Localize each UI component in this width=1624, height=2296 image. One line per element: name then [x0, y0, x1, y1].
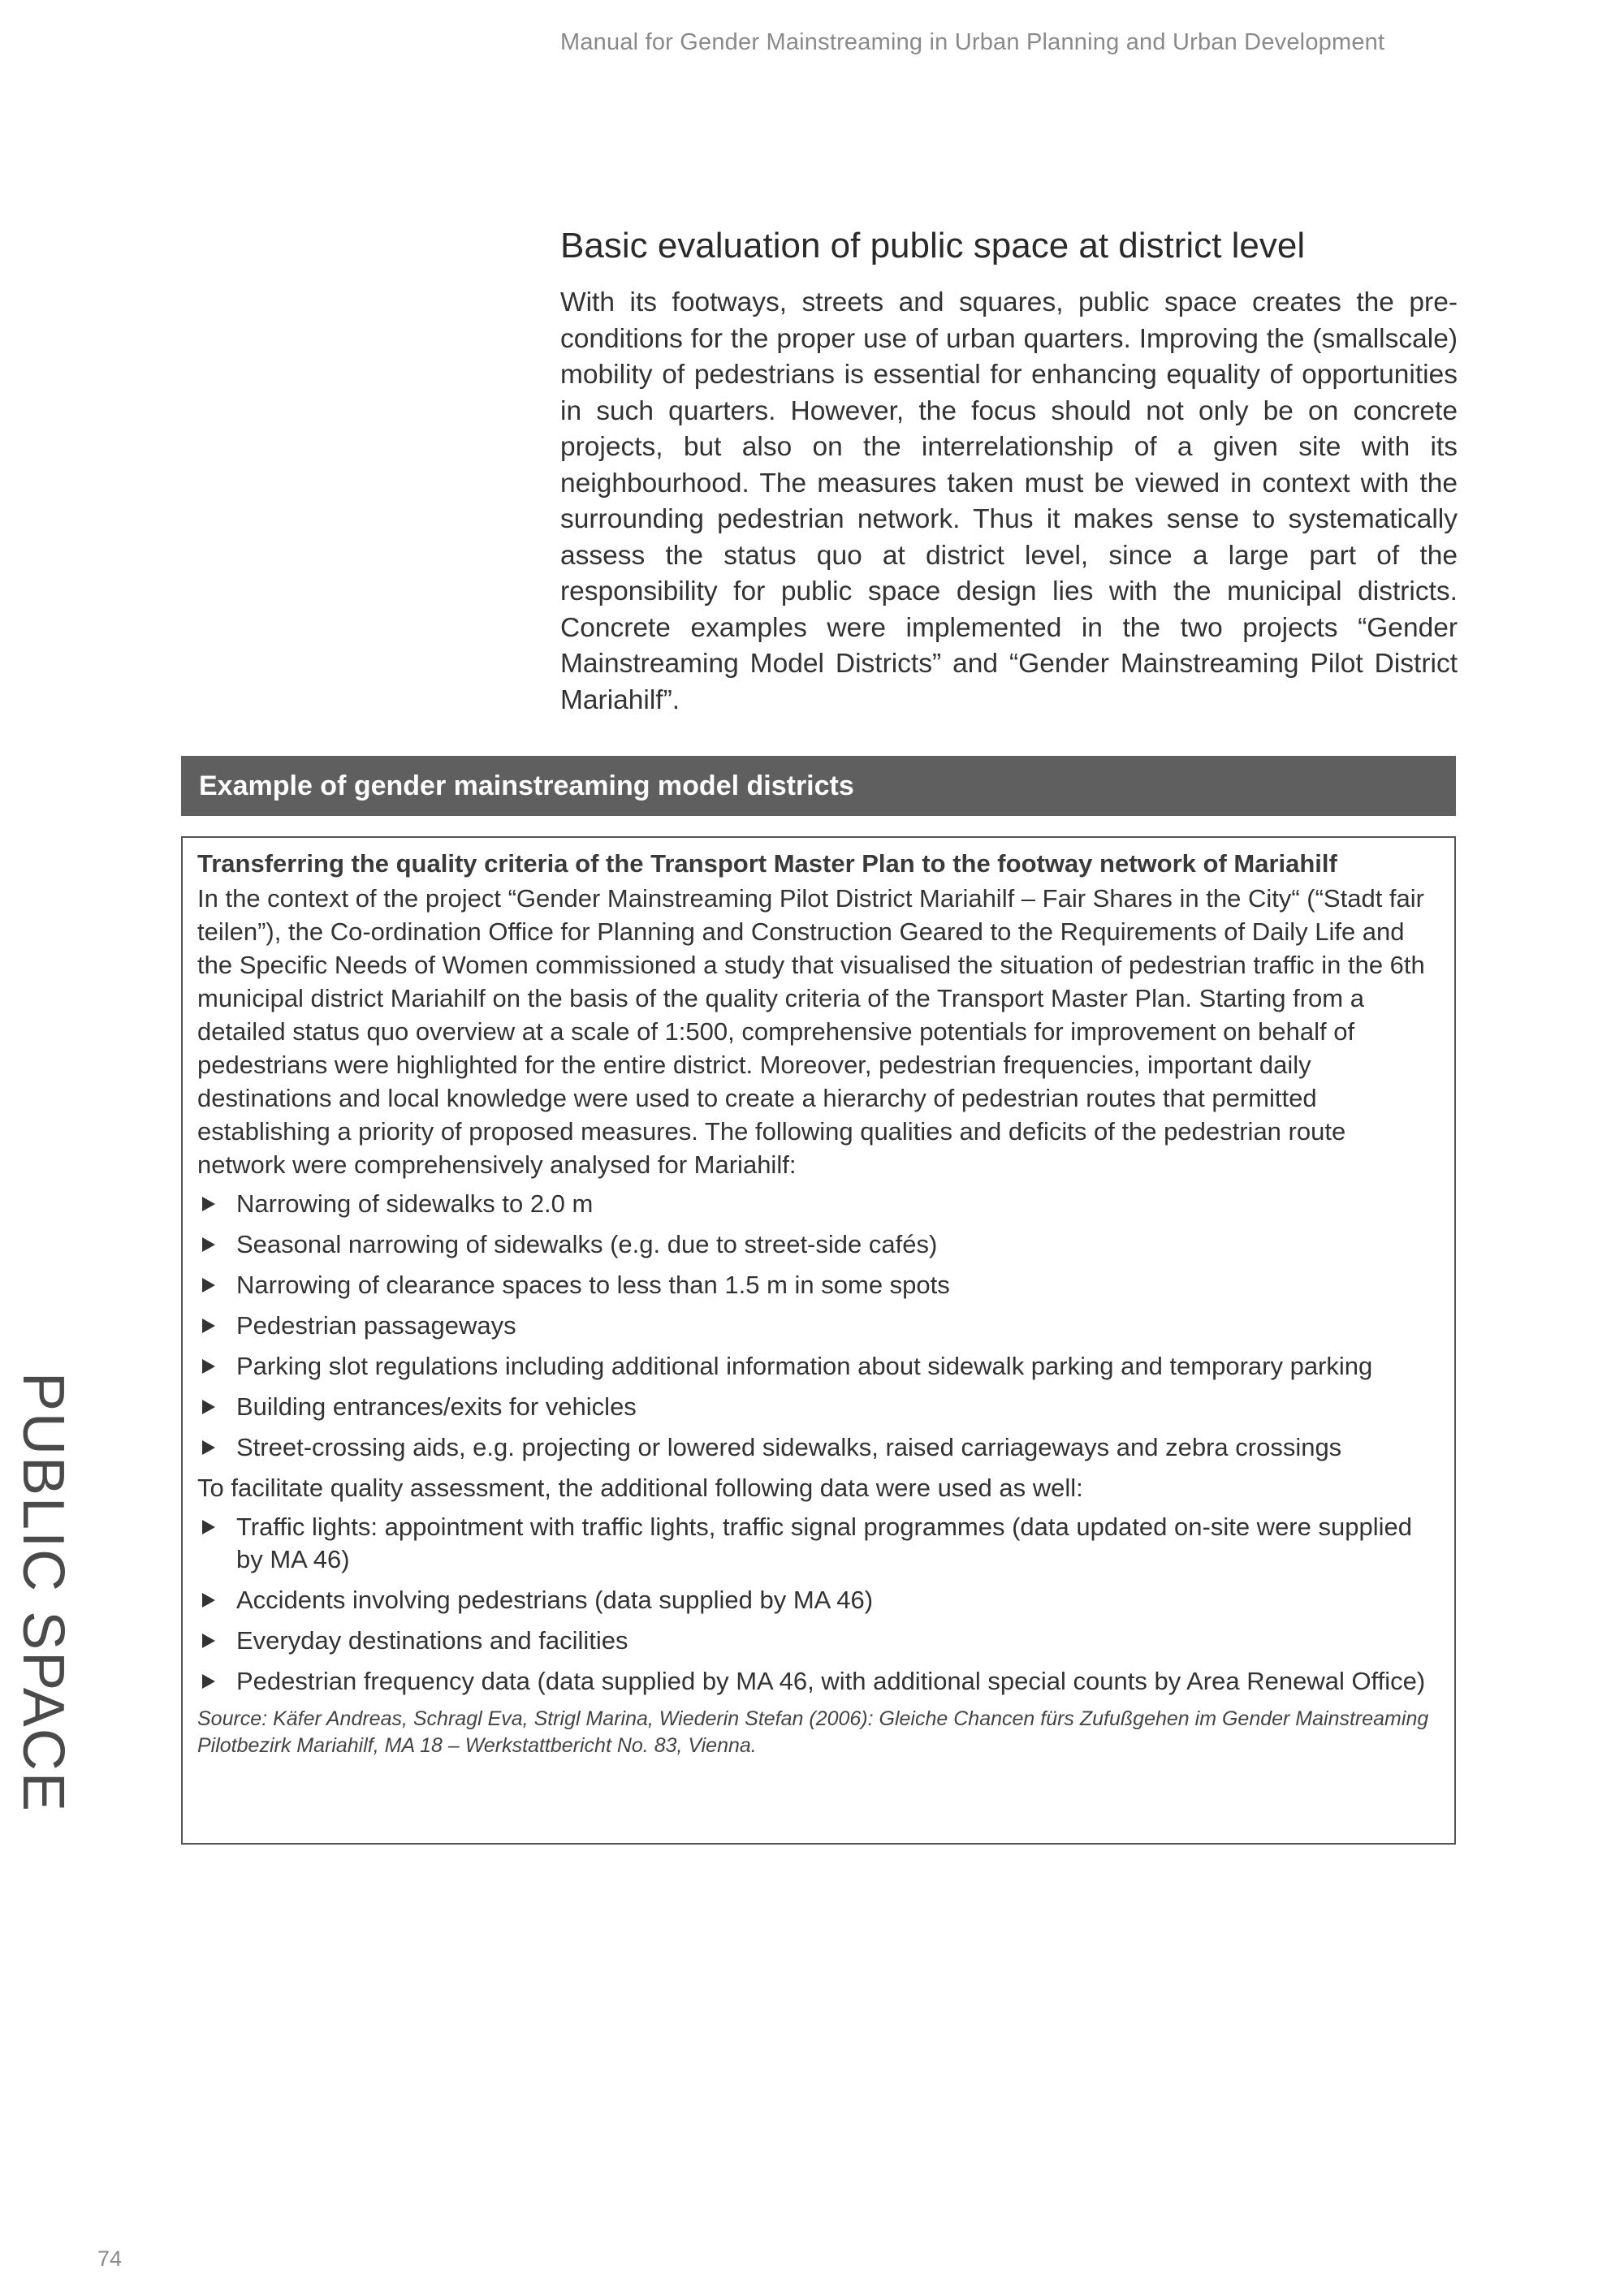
list-item: Seasonal narrowing of sidewalks (e.g. due to street-side cafés)	[197, 1228, 1436, 1261]
example-banner	[181, 756, 1456, 816]
triangle-right-icon	[202, 1359, 215, 1374]
triangle-right-icon	[202, 1237, 215, 1252]
list-item: Accidents involving pedestrians (data supplied by MA 46)	[197, 1584, 1436, 1616]
chapter-side-label: PUBLIC SPACE	[11, 1372, 76, 1813]
section-title: Basic evaluation of public space at district level	[560, 226, 1306, 265]
example-body: In the context of the project “Gender Mainstreaming Pilot District Mariahilf – Fair Shares in the City“ (“Stadt fair teilen”), the Co-ordination Office for Planning and Construction Geared to the Requirements of Daily Life and the Specific Needs of Women commissioned a study that visualised the situation of pedestrian traffic in the 6th municipal district Mariahilf on the basis of the quality criteria of the Transport Master Plan. Starting from a detailed status quo overview at a scale of 1:500, comprehensive potentials for improvement on behalf of pedestrians were highlighted for the entire district. Moreover, pedestrian frequencies, important daily destinations and local knowledge were used to create a hierarchy of pedestrian routes that permitted establishing a priority of proposed measures. The following qualities and deficits of the pedestrian route network were comprehensively analysed for Mariahilf:	[197, 884, 1425, 1179]
qualities-list	[197, 1188, 1436, 1464]
intro-paragraph: With its footways, streets and squares, public space creates the preconditions for the proper use of urban quarters. Improving the (smallscale) mobility of pedestrians is essential for enhancing equality of opportunities in such quarters. However, the focus should not only be on concrete projects, but also on the interrelationship of a given site with its neighbourhood. The measures taken must be viewed in context with the surrounding pedestrian network. Thus it makes sense to systematically assess the status quo at district level, since a large part of the responsibility for public space design lies with the municipal districts. Concrete examples were implemented in the two projects “Gender Mainstreaming Model Districts” and “Gender Mainstreaming Pilot District Mariahilf”.	[560, 287, 1458, 715]
triangle-right-icon	[202, 1440, 215, 1455]
additional-data-list	[197, 1511, 1436, 1698]
list-item: Parking slot regulations including additional information about sidewalk parking and temporary parking	[197, 1350, 1436, 1383]
list-item: Building entrances/exits for vehicles	[197, 1391, 1436, 1423]
page-number: 74	[97, 2246, 123, 2271]
triangle-right-icon	[202, 1400, 215, 1414]
triangle-right-icon	[202, 1197, 215, 1211]
triangle-right-icon	[202, 1520, 215, 1534]
list-item: Traffic lights: appointment with traffic lights, traffic signal programmes (data updated on-site were supplied by MA 46)	[197, 1511, 1436, 1576]
triangle-right-icon	[202, 1278, 215, 1293]
list-item: Narrowing of clearance spaces to less than 1.5 m in some spots	[197, 1269, 1436, 1301]
list-item: Pedestrian frequency data (data supplied by MA 46, with additional special counts by Area Renewal Office)	[197, 1665, 1436, 1698]
example-heading: Transferring the quality criteria of the Transport Master Plan to the footway network of Mariahilf	[197, 849, 1337, 878]
additional-data-lead: To facilitate quality assessment, the additional following data were used as well:	[197, 1474, 1083, 1502]
running-header: Manual for Gender Mainstreaming in Urban Planning and Urban Development	[560, 29, 1385, 55]
triangle-right-icon	[202, 1634, 215, 1648]
list-item: Street-crossing aids, e.g. projecting or lowered sidewalks, raised carriageways and zebra crossings	[197, 1431, 1436, 1464]
triangle-right-icon	[202, 1593, 215, 1608]
triangle-right-icon	[202, 1674, 215, 1689]
list-item: Narrowing of sidewalks to 2.0 m	[197, 1188, 1436, 1220]
example-banner-label: Example of gender mainstreaming model districts	[199, 770, 854, 801]
list-item: Everyday destinations and facilities	[197, 1625, 1436, 1657]
list-item: Pedestrian passageways	[197, 1310, 1436, 1342]
source-citation: Source: Käfer Andreas, Schragl Eva, Strigl Marina, Wiederin Stefan (2006): Gleiche Chancen fürs Zufußgehen im Gender Mainstreaming Pilotbezirk Mariahilf, MA 18 – Werkstattbericht No. 83, Vienna.	[197, 1707, 1429, 1757]
triangle-right-icon	[202, 1318, 215, 1333]
example-box	[181, 836, 1456, 1845]
